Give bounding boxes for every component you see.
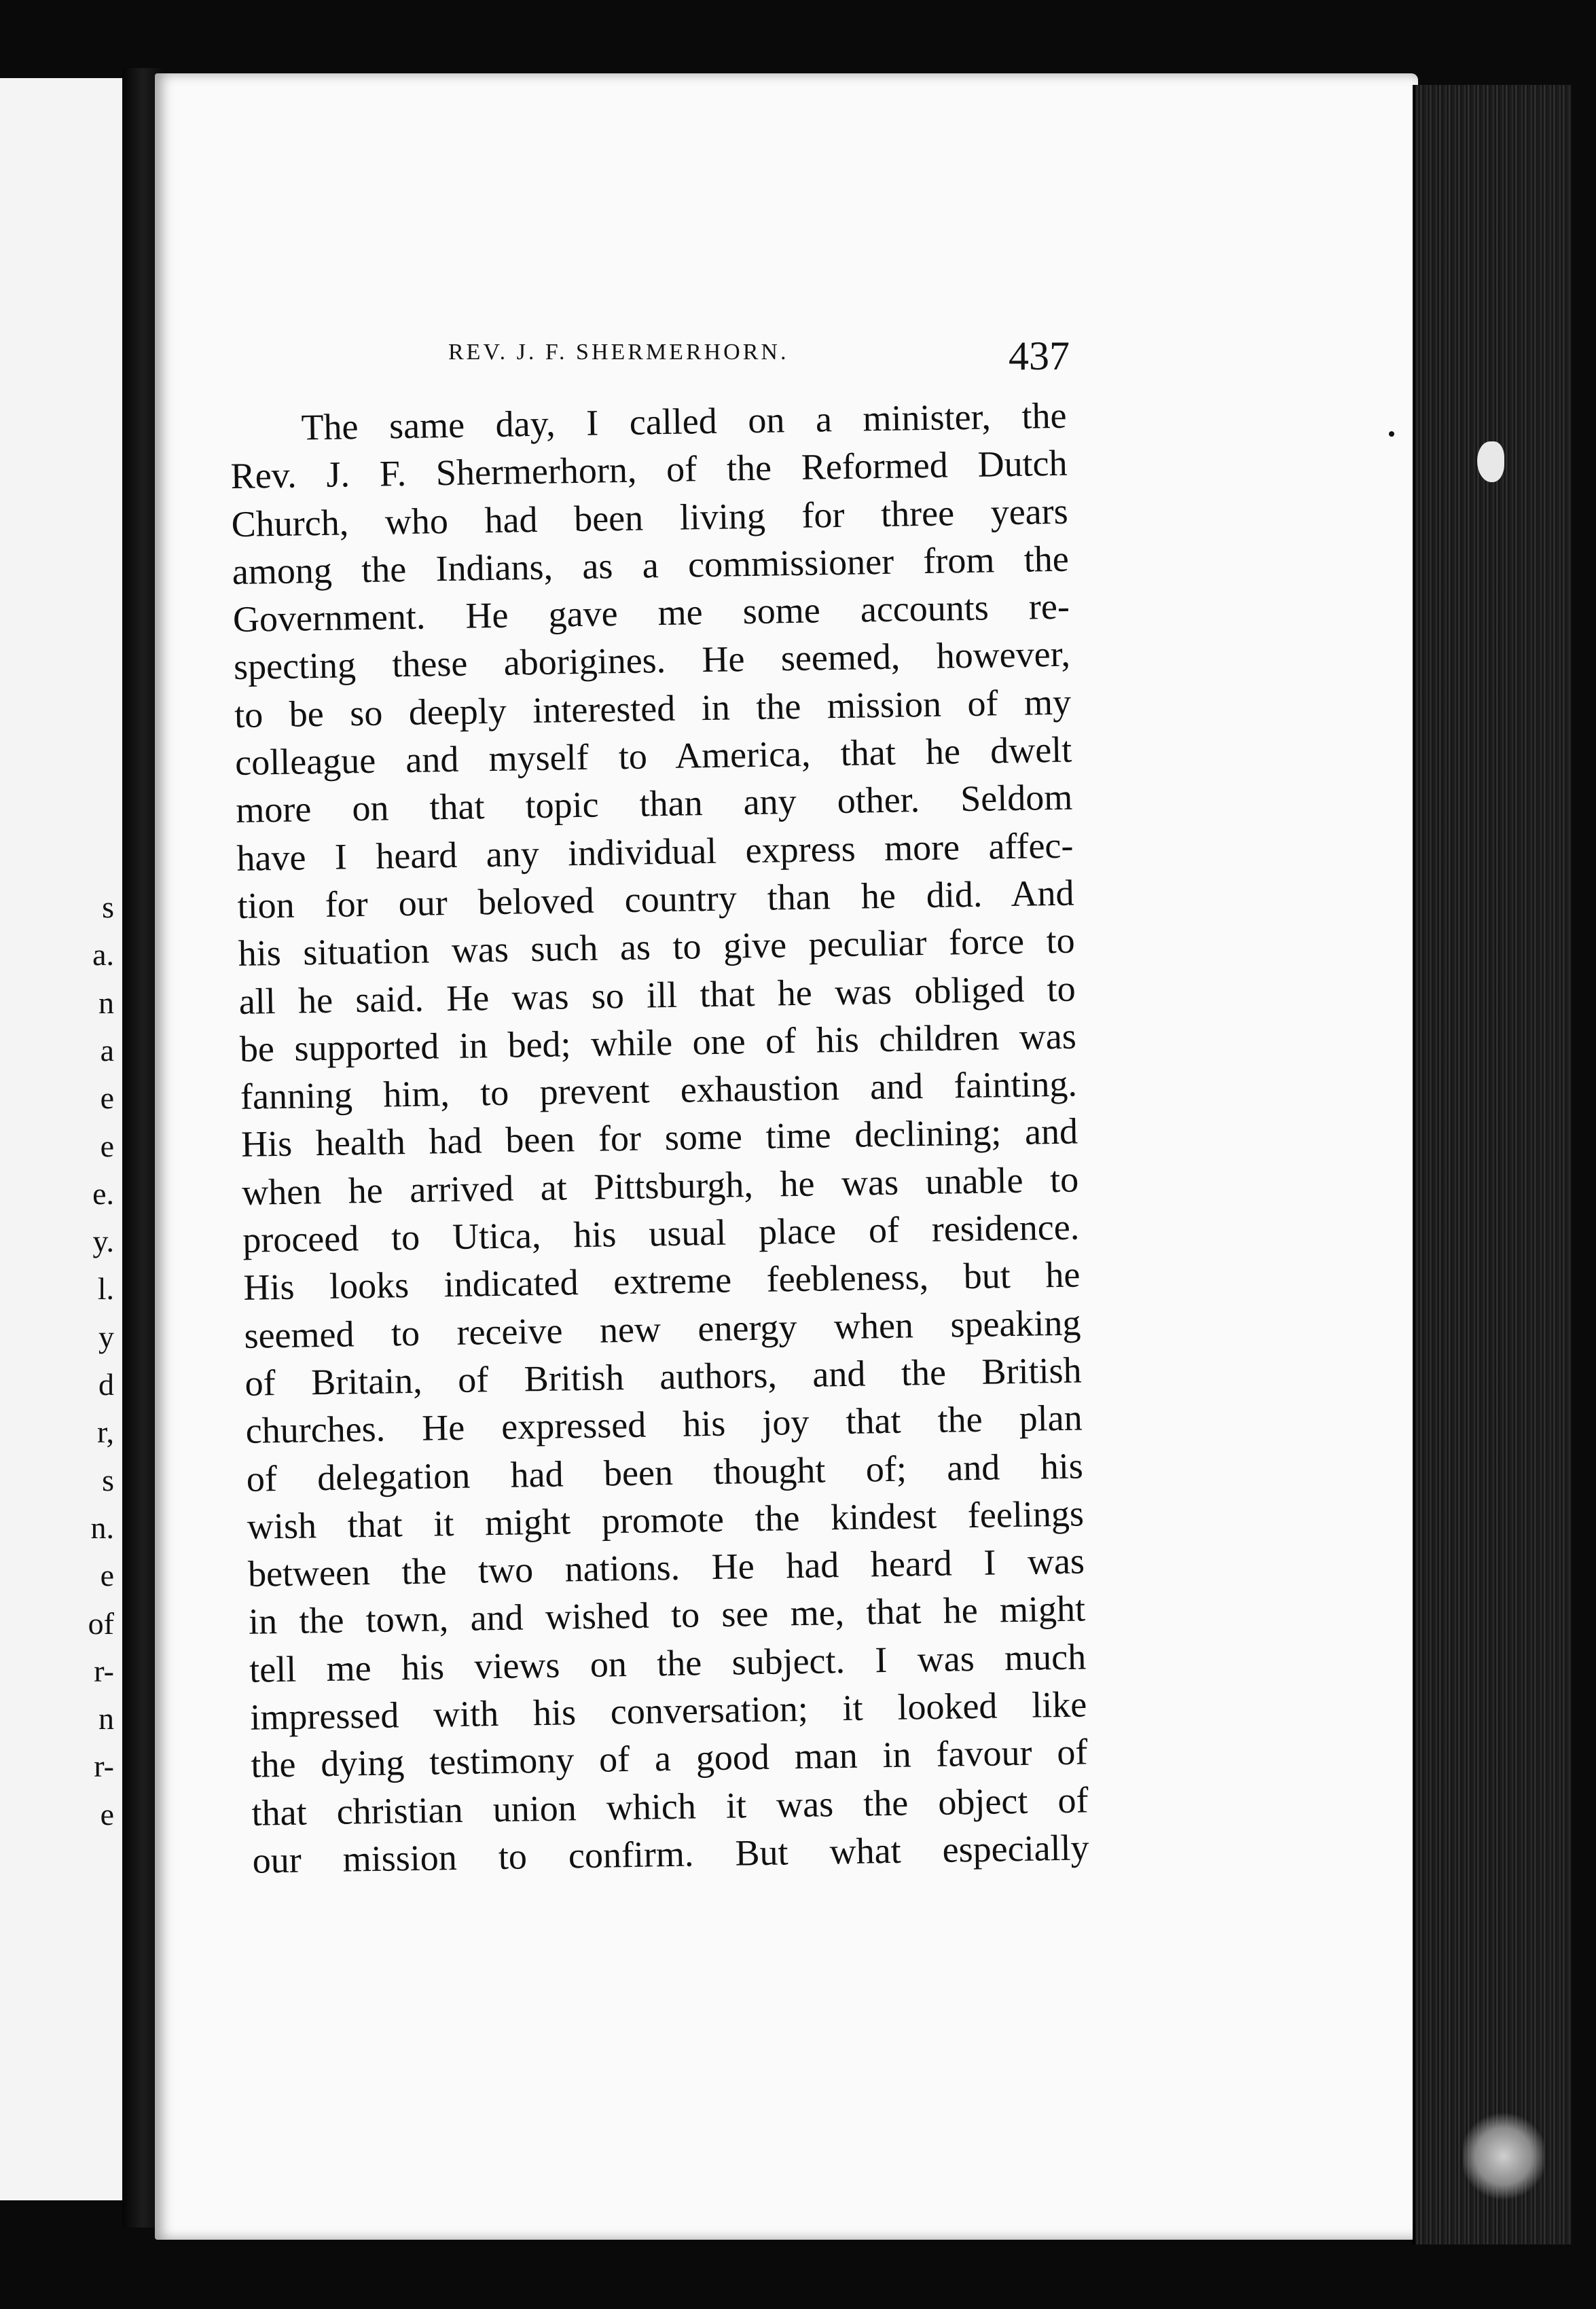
running-title: REV. J. F. SHERMERHORN. bbox=[448, 340, 789, 365]
text-line: fanning him, to prevent exhaustion and fainting. bbox=[240, 1063, 1078, 1118]
left-page-fragment: n. bbox=[90, 1510, 114, 1545]
left-page-fragment: a bbox=[100, 1032, 114, 1068]
text-line: His health had been for some time declining; and bbox=[240, 1110, 1078, 1165]
ink-speck bbox=[1389, 431, 1394, 437]
text-line: colleague and myself to America, that he dwelt bbox=[234, 729, 1072, 784]
left-page-fragment: n bbox=[98, 1701, 114, 1737]
text-line: Rev. J. F. Shermerhorn, of the Reformed Dutch bbox=[230, 442, 1068, 497]
text-line: impressed with his conversation; it looked like bbox=[249, 1684, 1087, 1738]
text-line: have I heard any individual express more affec- bbox=[236, 824, 1074, 879]
text-line: his situation was such as to give peculiar force to bbox=[238, 920, 1076, 975]
text-line: the dying testimony of a good man in favour of bbox=[250, 1731, 1088, 1786]
page-block-edge bbox=[1413, 85, 1572, 2244]
text-line: between the two nations. He had heard I was bbox=[247, 1540, 1085, 1595]
left-page-fragment: e bbox=[100, 1128, 114, 1163]
text-line: Church, who had been living for three years bbox=[231, 490, 1069, 545]
left-page-fragment: e. bbox=[92, 1176, 114, 1211]
left-page-fragment: e bbox=[100, 1796, 114, 1832]
left-page-fragment: e bbox=[100, 1558, 114, 1593]
text-line: be supported in bed; while one of his children was bbox=[239, 1015, 1077, 1070]
text-line: among the Indians, as a commissioner from the bbox=[232, 538, 1070, 592]
text-line: that christian union which it was the object of bbox=[251, 1779, 1089, 1834]
left-page-fragment: s bbox=[102, 1462, 114, 1497]
left-page-fragment: r- bbox=[94, 1653, 114, 1688]
text-line: tell me his views on the subject. I was much bbox=[249, 1636, 1087, 1690]
page-number: 437 bbox=[1009, 333, 1070, 378]
left-page-fragment: y. bbox=[92, 1224, 114, 1259]
text-line: all he said. He was so ill that he was obliged to bbox=[238, 968, 1076, 1022]
text-line: proceed to Utica, his usual place of residence. bbox=[242, 1206, 1080, 1260]
left-page-fragment: d bbox=[98, 1367, 114, 1402]
text-line: Government. He gave me some accounts re- bbox=[232, 585, 1070, 640]
left-page-edge bbox=[0, 78, 126, 2200]
text-line: to be so deeply interested in the mission of my bbox=[234, 681, 1072, 735]
text-line: of Britain, of British authors, and the British bbox=[244, 1349, 1082, 1404]
left-page-fragment: r, bbox=[97, 1415, 114, 1450]
text-line: of delegation had been thought of; and his bbox=[246, 1444, 1084, 1499]
text-line: in the town, and wished to see me, that he might bbox=[248, 1588, 1086, 1643]
left-page-fragment: n bbox=[98, 985, 114, 1020]
paper-tear-mark bbox=[1477, 441, 1504, 482]
left-page-fragment: a. bbox=[92, 937, 114, 972]
text-line: our mission to confirm. But what especially bbox=[252, 1827, 1089, 1881]
body-text bbox=[230, 392, 1089, 1885]
text-line: wish that it might promote the kindest feelings bbox=[247, 1493, 1085, 1547]
left-page-fragment: e bbox=[100, 1080, 114, 1116]
left-page-fragment: y bbox=[98, 1319, 114, 1354]
left-page-fragment: l. bbox=[97, 1271, 114, 1307]
left-page-fragment: r- bbox=[94, 1749, 114, 1784]
text-line: churches. He expressed his joy that the plan bbox=[245, 1397, 1083, 1452]
text-line: The same day, I called on a minister, the bbox=[301, 395, 1067, 448]
text-line: more on that topic than any other. Seldom bbox=[235, 776, 1073, 831]
left-page-fragment: of bbox=[88, 1605, 114, 1641]
text-line: His looks indicated extreme feebleness, but he bbox=[242, 1254, 1081, 1309]
left-page-fragment: s bbox=[102, 890, 114, 924]
text-line: when he arrived at Pittsburgh, he was unable to bbox=[241, 1159, 1079, 1213]
text-line: specting these aborigines. He seemed, however, bbox=[233, 634, 1071, 688]
text-line: tion for our beloved country than he did. And bbox=[237, 872, 1074, 926]
text-line: seemed to receive new energy when speaking bbox=[244, 1302, 1081, 1356]
